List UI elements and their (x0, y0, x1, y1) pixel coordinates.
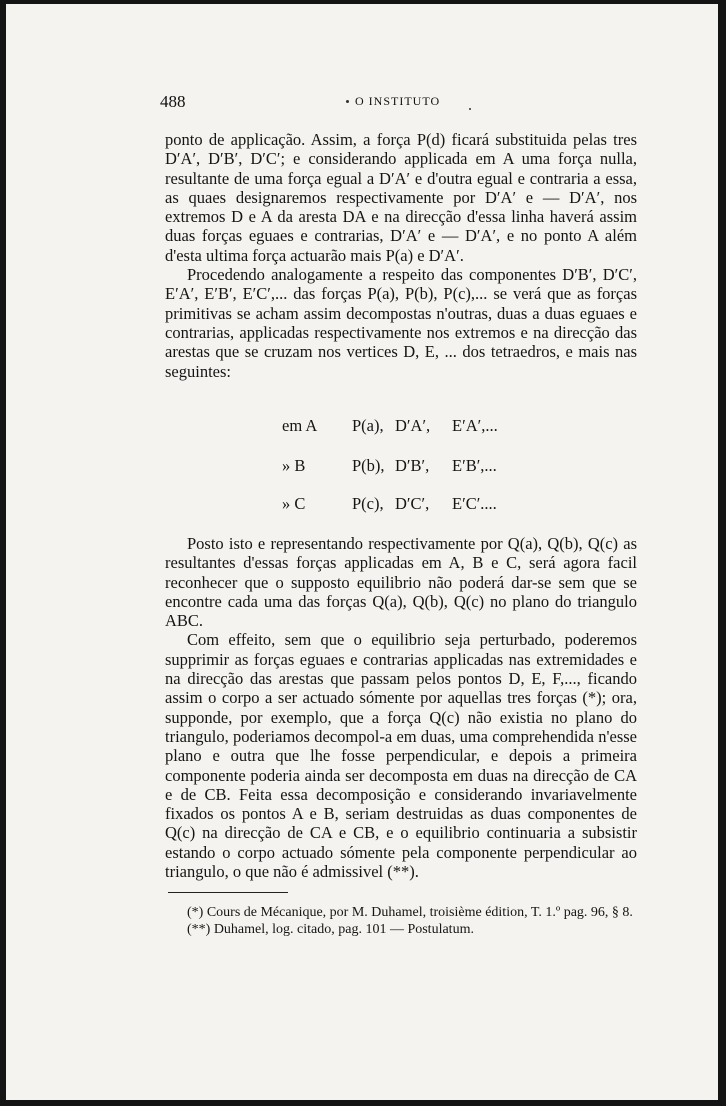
footnote-rule (168, 892, 288, 893)
paragraph-4: Com effeito, sem que o equilibrio seja perturbado, poderemos supprimir as forças eguaes e contrarias applicadas nas extremidades e na direcção das arestas que passam pelos pontos D, E, F,..., ficando assim o corpo a ser actuado sómente por aquellas tres forças (*); ora, supponde, por exemplo, que a força Q(c) não existia no plano do triangulo, poderiamos decompol-a em duas, uma comprehendida n'esse plano e outra que lhe fosse perpendicular, e depois a primeira componente poderia ainda ser decomposta em duas na direcção de CA e de CB. Feita essa decomposição e considerando invariavelmente fixados os pontos A e B, seriam destruidas as duas componentes de Q(c) na direcção de CA e CB, e o equilibrio continuaria a subsistir estando o corpo actuado sómente pela componente perpendicular ao triangulo, o que não é admissivel (**). (165, 630, 637, 882)
footnote-1: (*) Cours de Mécanique, por M. Duhamel, troisième édition, T. 1.º pag. 96, § 8. (187, 905, 633, 920)
equation-component: D′C′, (395, 494, 430, 513)
body-text-continued (165, 534, 637, 881)
equation-row-b (282, 456, 622, 478)
page-header (160, 92, 640, 114)
equation-row-c (282, 494, 622, 516)
paragraph-3: Posto isto e representando respectivamente por Q(a), Q(b), Q(c) as resultantes d'essas forças applicadas em A, B e C, será agora facil reconhecer que o supposto equilibrio não poderá dar-se sem que se encontre cada uma das forças Q(a), Q(b), Q(c) no plano do triangulo ABC. (165, 534, 637, 631)
footnote-2: (**) Duhamel, log. citado, pag. 101 — Postulatum. (187, 921, 474, 937)
page-number: 488 (160, 92, 186, 111)
paragraph-2: Procedendo analogamente a respeito das componentes D′B′, D′C′, E′A′, E′B′, E′C′,... das forças P(a), P(b), P(c),... se verá que as forças primitivas se acham assim decompostas n'outras, duas a duas eguaes e contrarias, applicadas respectivamente nos extremos e na direcção das arestas que se cruzam nos vertices D, E, ... dos tetraedros, e mais nas seguintes: (165, 265, 637, 381)
equation-force: P(c), (352, 494, 384, 513)
equation-component: E′C′.... (452, 494, 497, 513)
paragraph-1: ponto de applicação. Assim, a força P(d) ficará substituida pelas tres D′A′, D′B′, D′C′; e considerando applicada em A uma força nulla, resultante de uma força egual a D′A′ e d'outra egual e contraria a essa, as quaes designaremos respectivamente por D′A′ e — D′A′, nos extremos D e A da aresta DA e na direcção d'essa linha haverá assim duas forças eguaes e contrarias, D′A′ e — D′A′, e no ponto A além d'esta ultima força actuarão mais P(a) e D′A′. (165, 130, 637, 265)
equation-component: D′A′, (395, 416, 431, 435)
equation-component: E′A′,... (452, 416, 498, 435)
equation-row-a (282, 416, 622, 438)
equation-force: P(a), (352, 416, 384, 435)
body-text (165, 130, 637, 381)
equation-vertex: » B (282, 456, 306, 475)
running-title: O INSTITUTO (355, 94, 441, 108)
equation-force: P(b), (352, 456, 385, 475)
equation-vertex: » C (282, 494, 306, 513)
equation-component: D′B′, (395, 456, 430, 475)
footnotes (165, 905, 637, 938)
equation-component: E′B′,... (452, 456, 497, 475)
equation-vertex: em A (282, 416, 318, 435)
